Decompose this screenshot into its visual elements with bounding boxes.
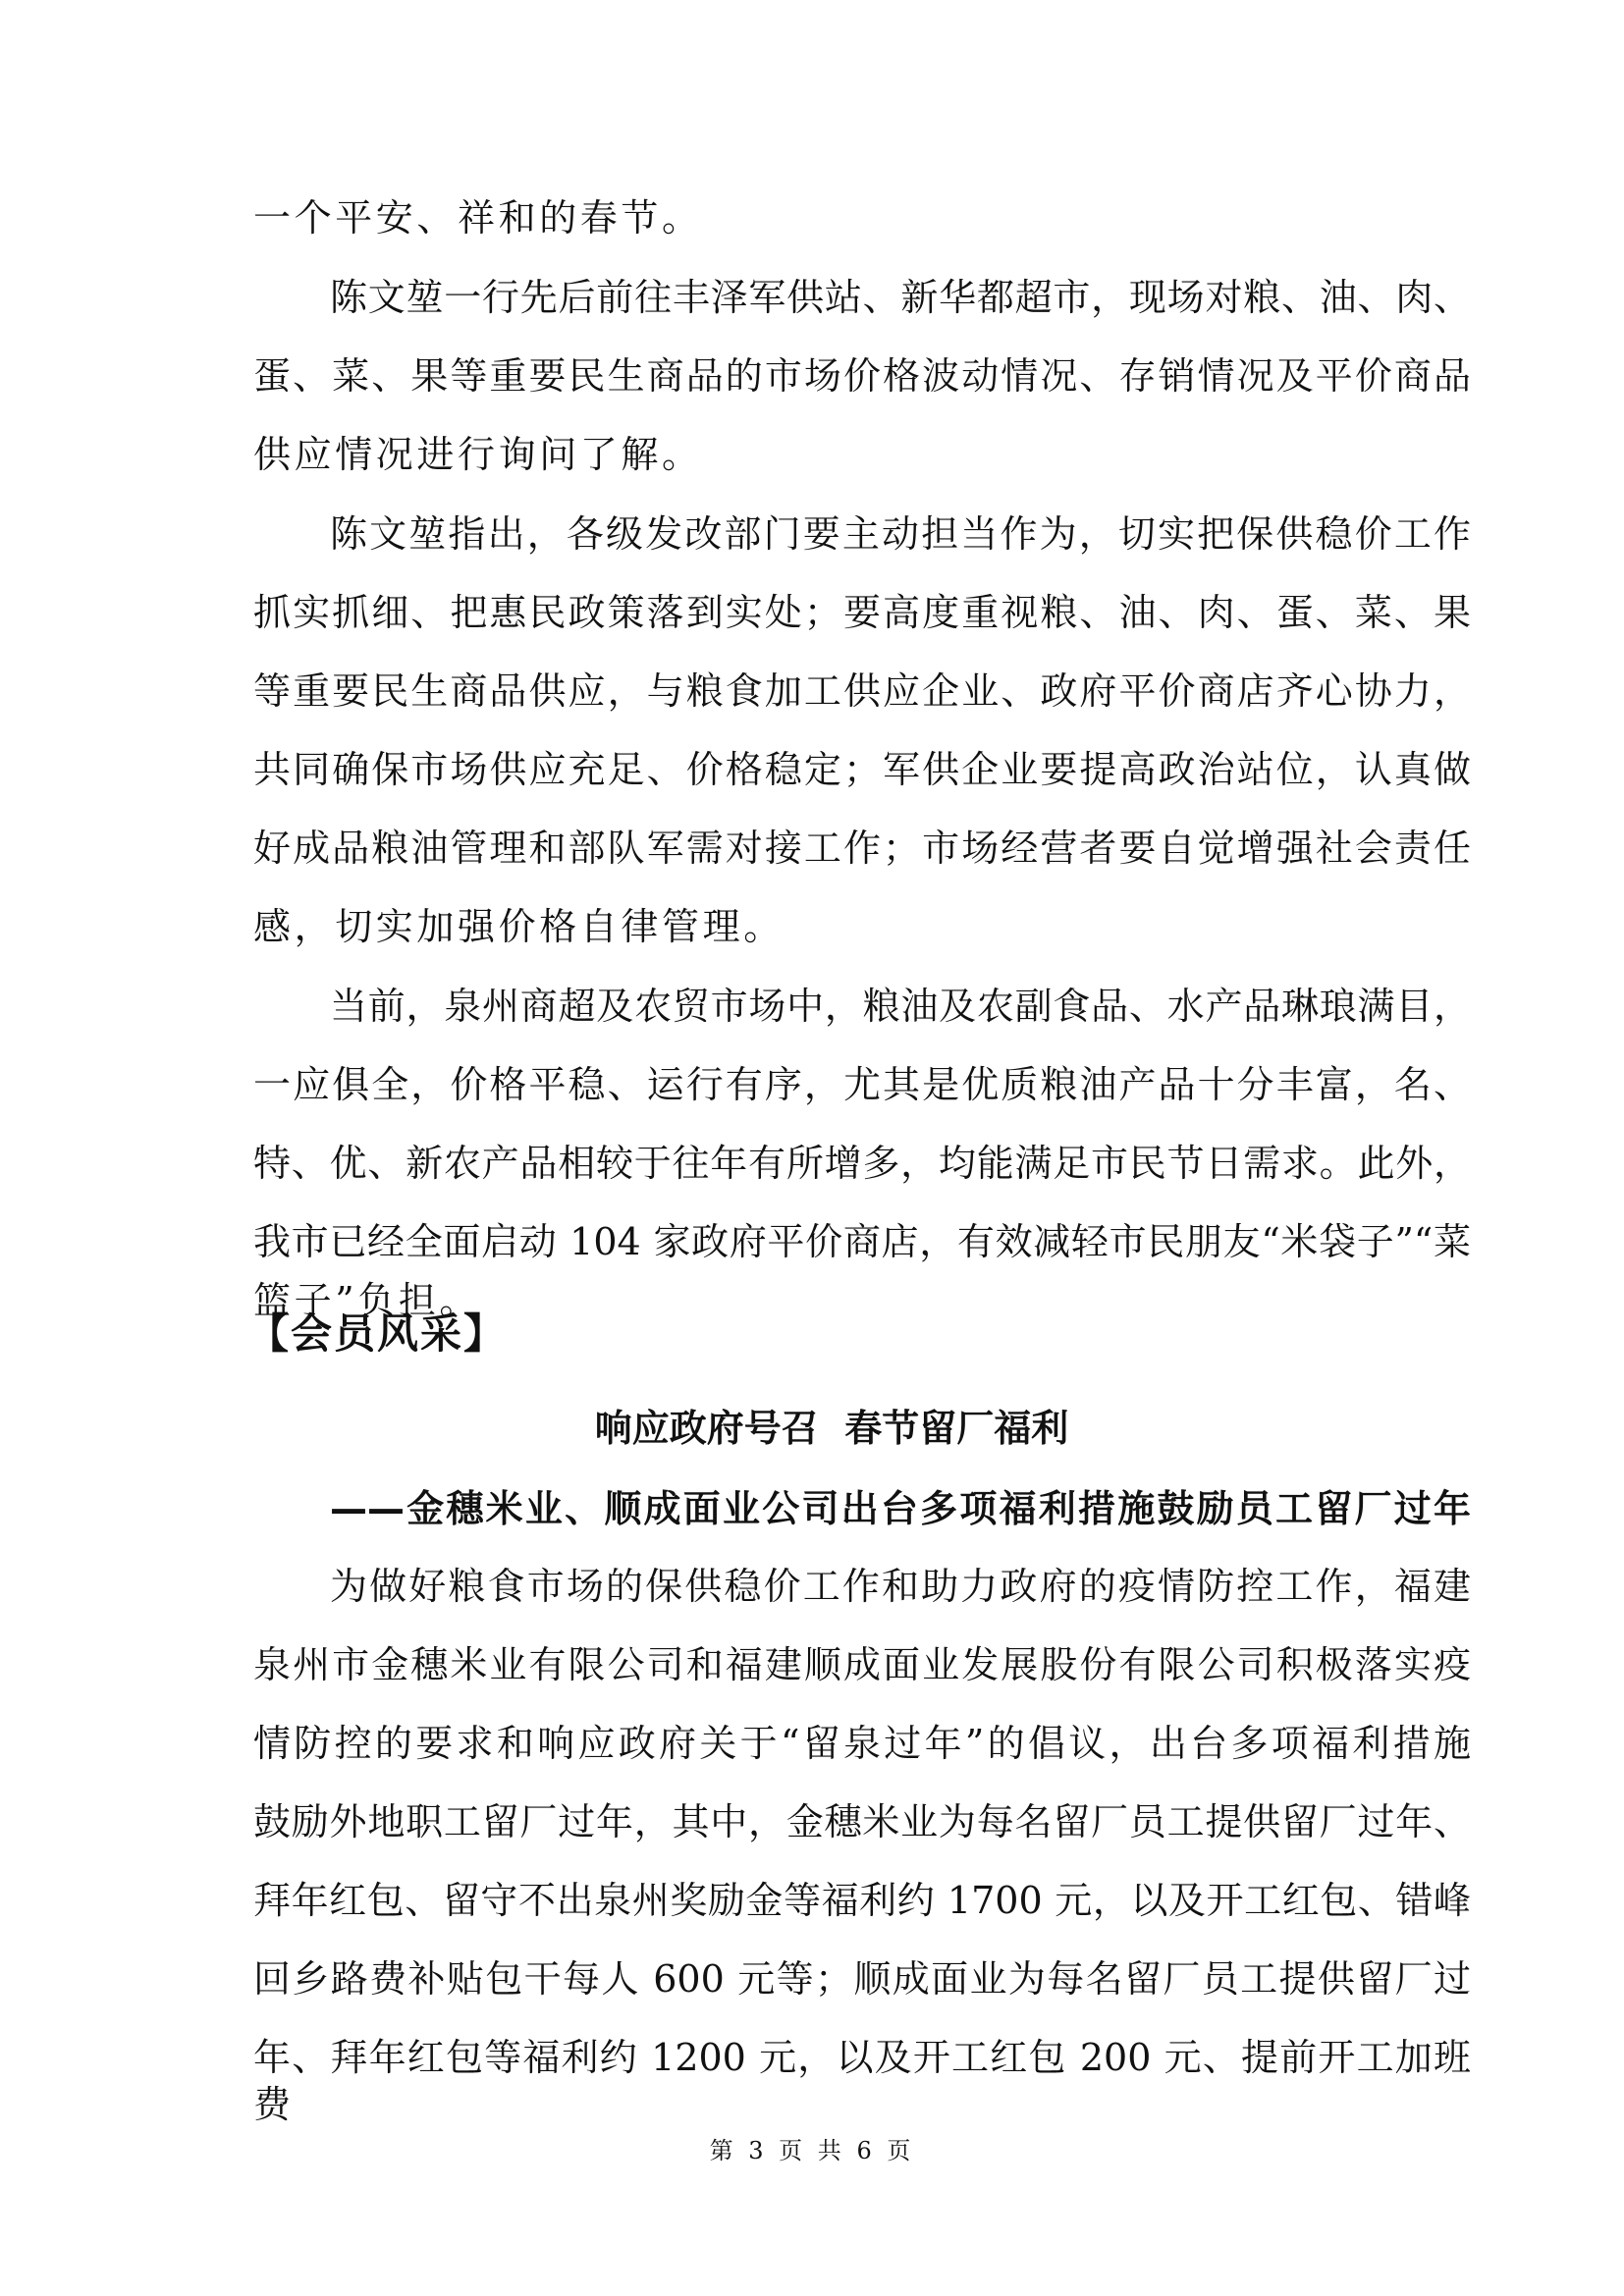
paragraph-line: 回乡路费补贴包干每人 600 元等；顺成面业为每名留厂员工提供留厂过: [253, 1957, 1471, 2001]
paragraph-line: 共同确保市场供应充足、价格稳定；军供企业要提高政治站位，认真做: [253, 748, 1471, 791]
paragraph-line: 陈文堃指出，各级发改部门要主动担当作为，切实把保供稳价工作: [330, 512, 1471, 556]
paragraph-line: 泉州市金穗米业有限公司和福建顺成面业发展股份有限公司积极落实疫: [253, 1643, 1471, 1686]
paragraph-line: 抓实抓细、把惠民政策落到实处；要高度重视粮、油、肉、蛋、菜、果: [253, 591, 1471, 634]
paragraph-line: 一应俱全，价格平稳、运行有序，尤其是优质粮油产品十分丰富，名、: [253, 1063, 1471, 1106]
paragraph-line: 为做好粮食市场的保供稳价工作和助力政府的疫情防控工作，福建: [330, 1565, 1471, 1608]
paragraph-line: 年、拜年红包等福利约 1200 元，以及开工红包 200 元、提前开工加班费: [253, 2036, 1471, 2126]
paragraph-line: 一个平安、祥和的春节。: [253, 196, 703, 240]
paragraph-line: 陈文堃一行先后前往丰泽军供站、新华都超市，现场对粮、油、肉、: [330, 276, 1471, 319]
paragraph-line: 篮子”负担。: [253, 1279, 481, 1322]
paragraph-line: 蛋、菜、果等重要民生商品的市场价格波动情况、存销情况及平价商品: [253, 354, 1471, 398]
paragraph-line: 好成品粮油管理和部队军需对接工作；市场经营者要自觉增强社会责任: [253, 827, 1471, 870]
paragraph-line: 感，切实加强价格自律管理。: [253, 905, 785, 948]
section-title: 【会员风采】: [247, 1309, 508, 1358]
paragraph-line: 拜年红包、留守不出泉州奖励金等福利约 1700 元，以及开工红包、错峰: [253, 1879, 1471, 1922]
paragraph-line: 等重要民生商品供应，与粮食加工供应企业、政府平价商店齐心协力，: [253, 669, 1471, 713]
paragraph-line: 当前，泉州商超及农贸市场中，粮油及农副食品、水产品琳琅满目，: [330, 985, 1471, 1028]
paragraph-line: 我市已经全面启动 104 家政府平价商店，有效减轻市民朋友“米袋子”“菜: [253, 1220, 1471, 1263]
article-title: 响应政府号召 春节留厂福利: [594, 1407, 1069, 1450]
paragraph-line: 特、优、新农产品相较于往年有所增多，均能满足市民节日需求。此外，: [253, 1142, 1471, 1185]
paragraph-line: 供应情况进行询问了解。: [253, 433, 703, 476]
paragraph-line: 情防控的要求和响应政府关于“留泉过年”的倡议，出台多项福利措施: [253, 1722, 1471, 1765]
article-subtitle: ——金穗米业、顺成面业公司出台多项福利措施鼓励员工留厂过年: [330, 1487, 1471, 1530]
page-number-footer: 第 3 页 共 6 页: [709, 2137, 915, 2164]
paragraph-line: 鼓励外地职工留厂过年，其中，金穗米业为每名留厂员工提供留厂过年、: [253, 1800, 1471, 1843]
